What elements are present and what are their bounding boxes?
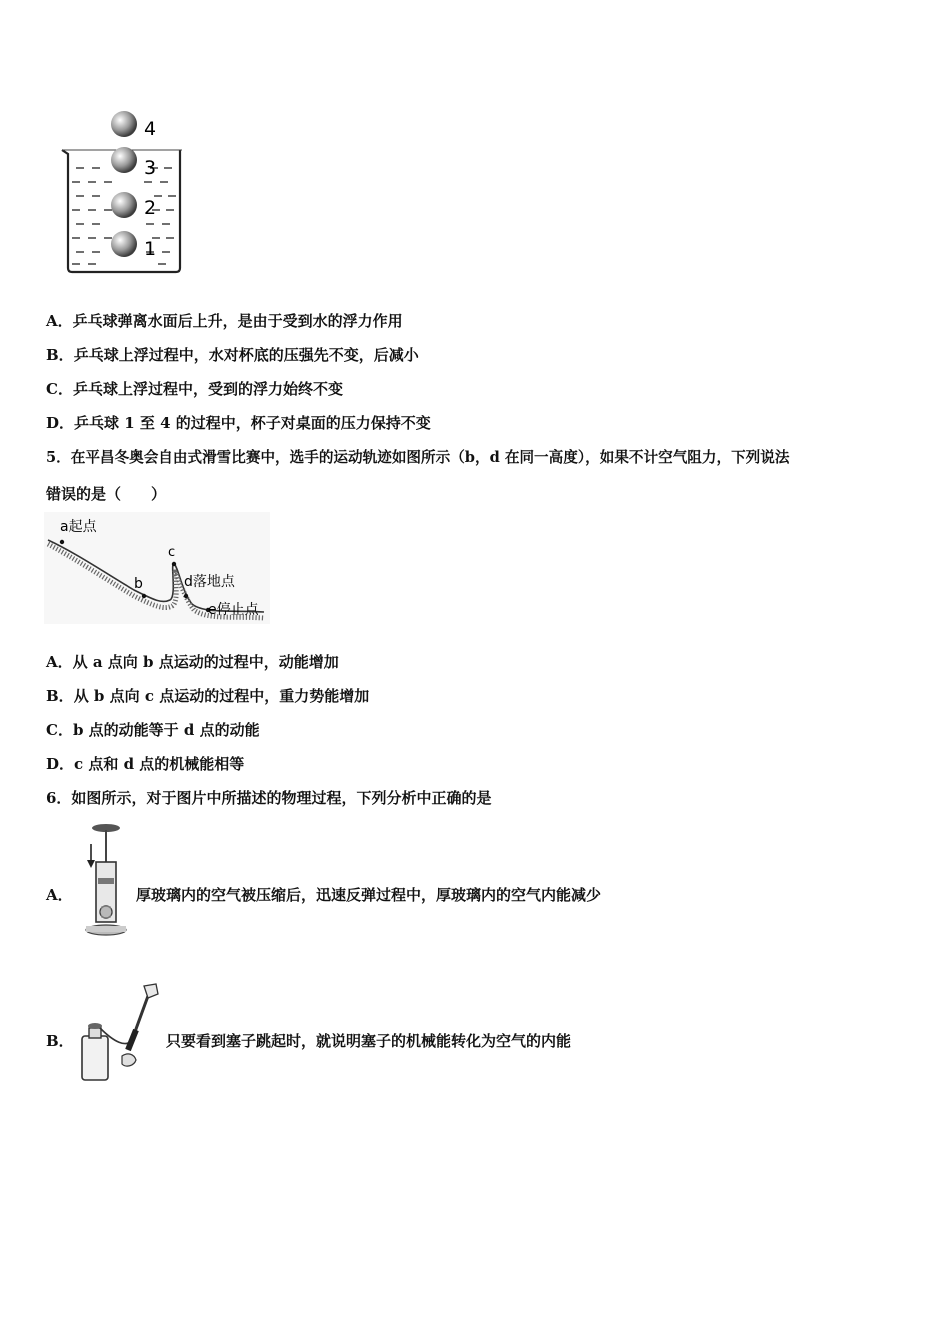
beaker-figure <box>58 108 193 278</box>
point-d <box>184 594 188 598</box>
label-c: c <box>168 545 176 560</box>
q5-option-a: A．从 a 点向 b 点运动的过程中，动能增加 <box>46 653 339 671</box>
q4-option-c: C．乒乓球上浮过程中，受到的浮力始终不变 <box>46 380 343 398</box>
bottle-pump-icon <box>74 978 166 1088</box>
q6-option-b-text: 只要看到塞子跳起时，就说明塞子的机械能转化为空气的内能 <box>166 1032 572 1050</box>
ski-track-figure <box>44 512 270 624</box>
q6-option-b-label: B． <box>46 1032 74 1050</box>
q4-option-b: B．乒乓球上浮过程中，水对杯底的压强先不变，后减小 <box>46 346 419 364</box>
point-a <box>60 540 64 544</box>
ball-label-1: 1 <box>144 238 157 260</box>
label-d: d落地点 <box>184 574 235 590</box>
q5-option-d: D．c 点和 d 点的机械能相等 <box>46 755 245 773</box>
point-c <box>172 562 176 566</box>
ball-label-4: 4 <box>144 118 157 140</box>
compression-tube-icon <box>78 822 134 940</box>
q4-option-a: A．乒乓球弹离水面后上升，是由于受到水的浮力作用 <box>46 312 403 330</box>
point-b <box>142 594 146 598</box>
q6-option-a-label: A． <box>46 886 73 904</box>
q5-stem-line1: 5．在平昌冬奥会自由式滑雪比赛中，选手的运动轨迹如图所示（b，d 在同一高度），如果不计空气阻力，下列说法 <box>46 449 790 466</box>
q6-stem: 6．如图所示，对于图片中所描述的物理过程，下列分析中正确的是 <box>46 789 492 807</box>
label-e: e停止点 <box>208 602 259 618</box>
ball-label-2: 2 <box>144 197 157 219</box>
ball-label-3: 3 <box>144 157 157 179</box>
q6-option-a-text: 厚玻璃内的空气被压缩后，迅速反弹过程中，厚玻璃内的空气内能减少 <box>136 886 602 904</box>
label-b: b <box>134 576 143 592</box>
ball-4 <box>111 111 137 137</box>
ball-3 <box>111 147 137 173</box>
q5-option-b: B．从 b 点向 c 点运动的过程中，重力势能增加 <box>46 687 370 705</box>
q4-option-d: D．乒乓球 1 至 4 的过程中，杯子对桌面的压力保持不变 <box>46 414 431 432</box>
q5-option-c: C．b 点的动能等于 d 点的动能 <box>46 721 260 739</box>
ball-2 <box>111 192 137 218</box>
ball-1 <box>111 231 137 257</box>
q5-stem-line2: 错误的是（ ） <box>46 485 167 503</box>
label-a: a起点 <box>60 519 97 535</box>
